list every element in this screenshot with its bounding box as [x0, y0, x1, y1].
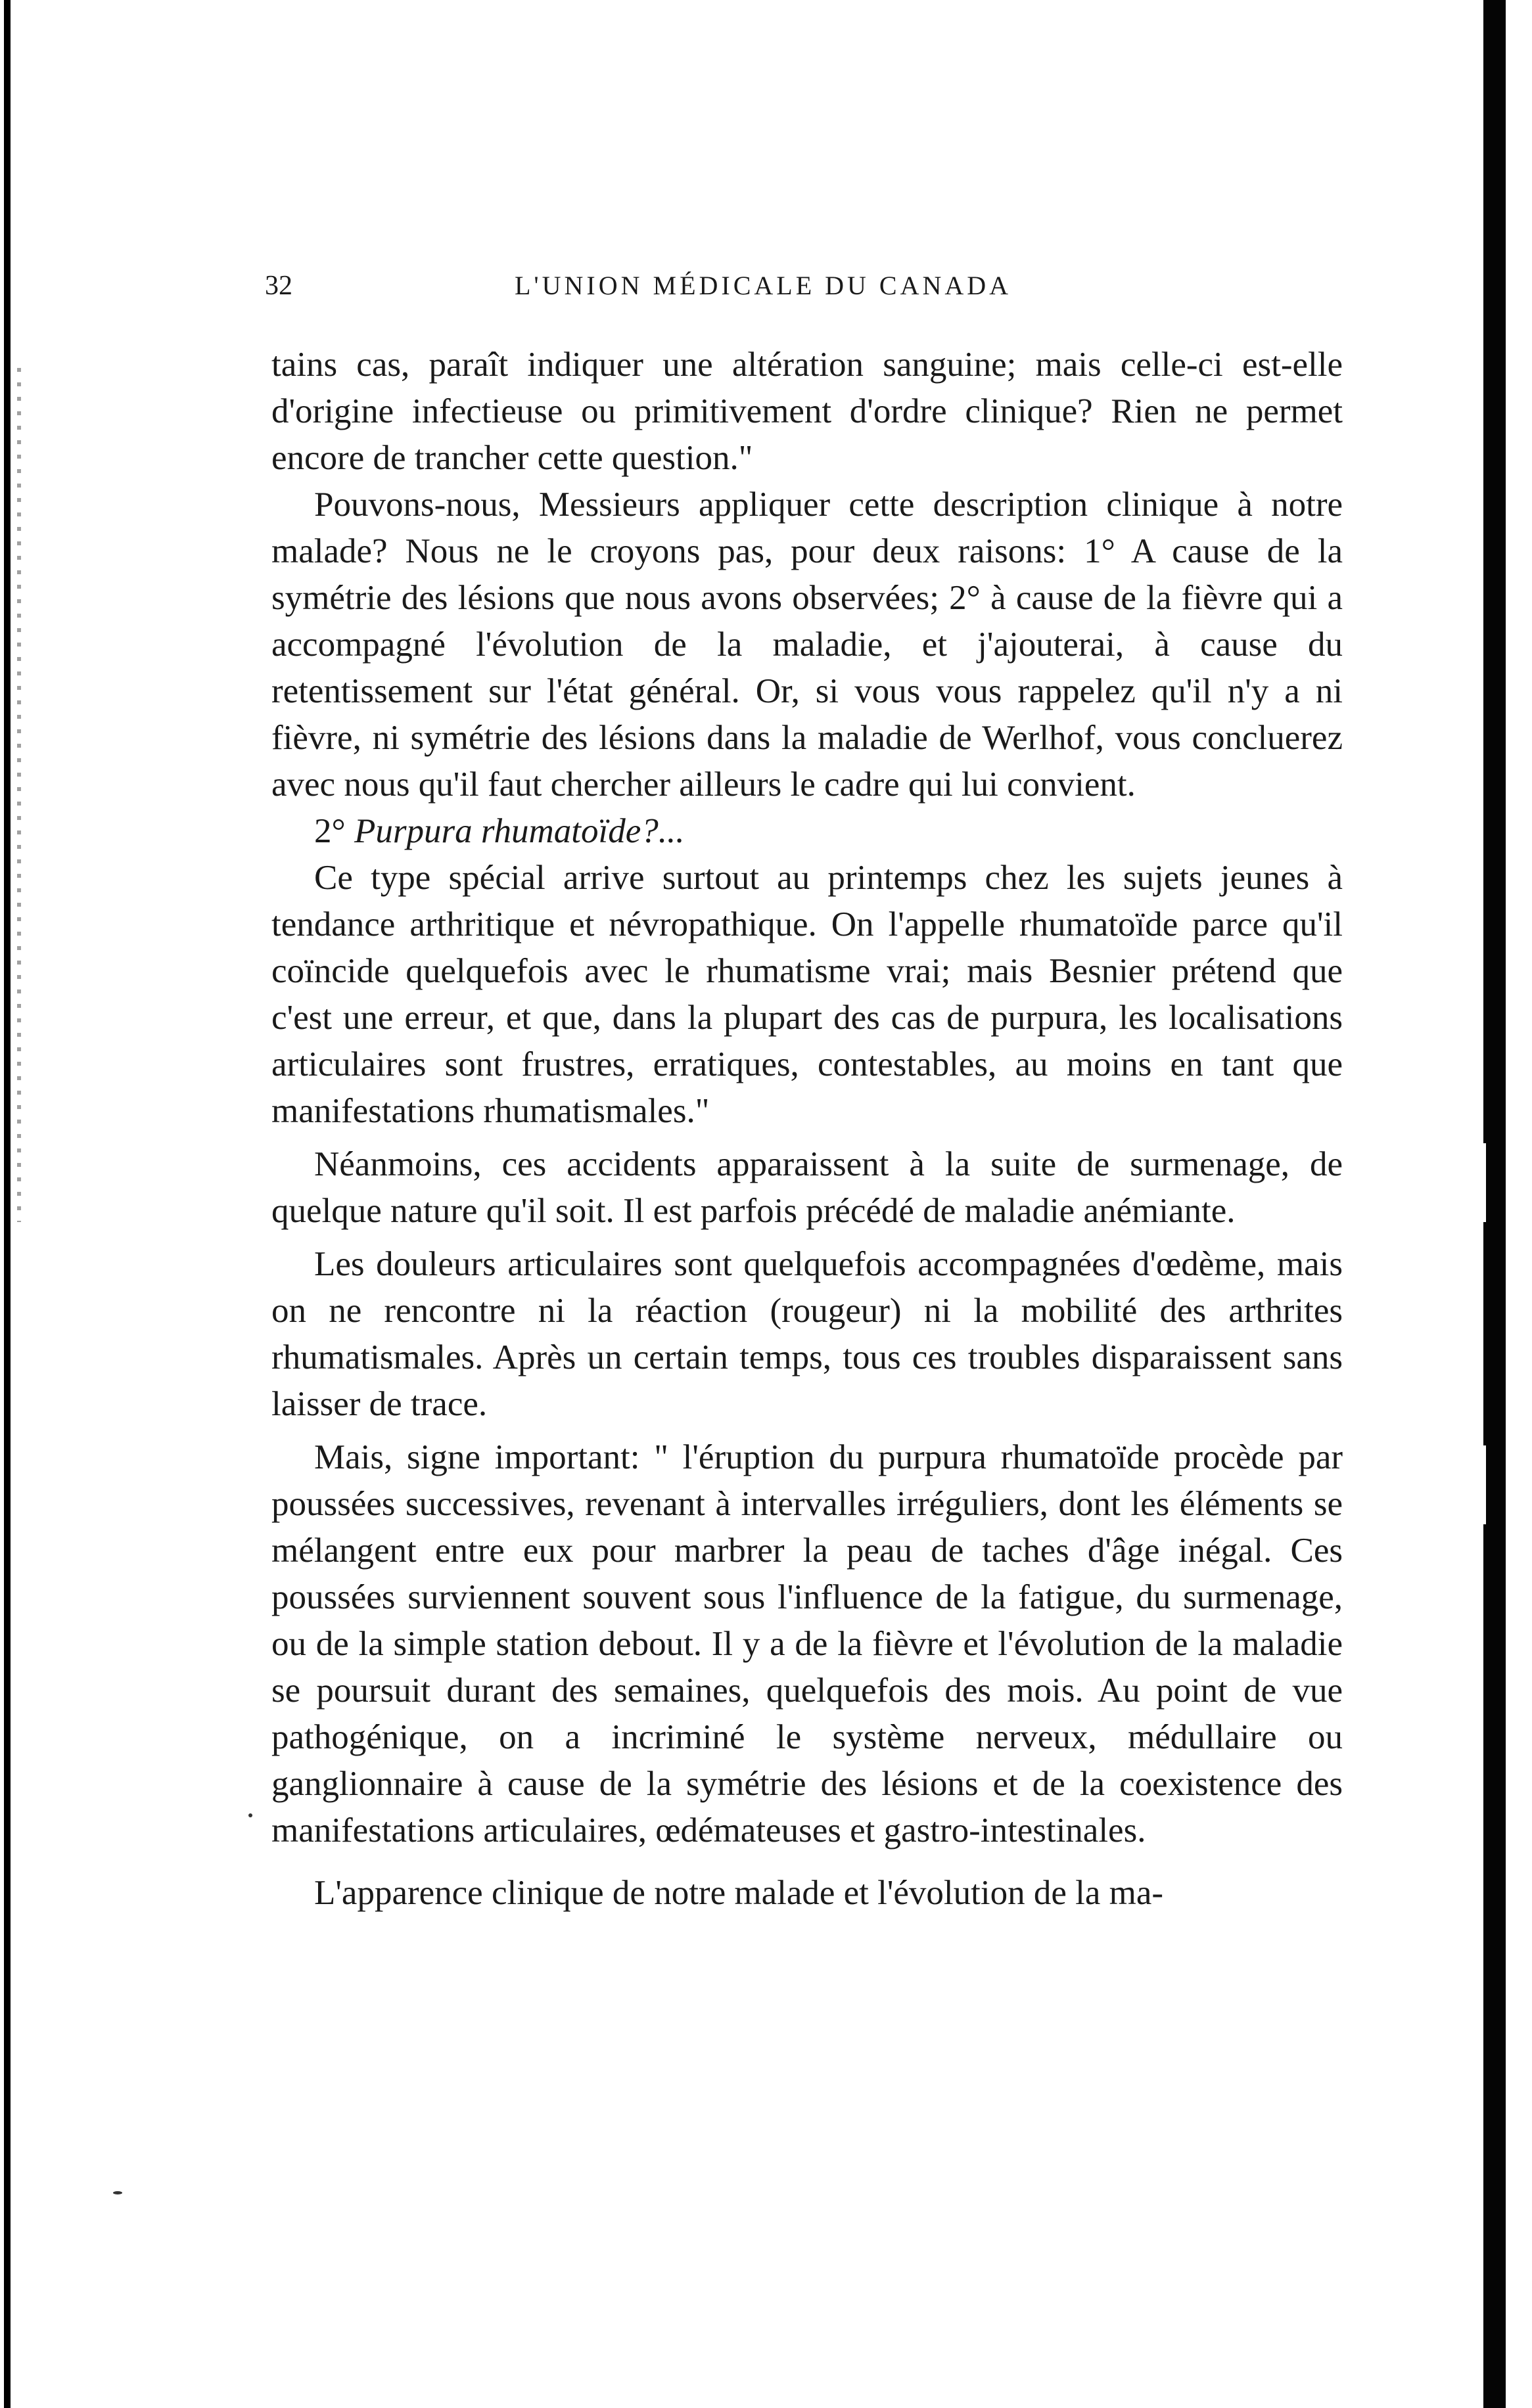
paragraph: Ce type spécial arrive surtout au printemps chez les sujets jeunes à tendance arthritique et névropathique. On l'appelle rhumatoïde parce qu'il coïncide quelquefois avec le rhumatisme vrai; mais Besnier prétend que c'est une erreur, et que, dans la plupart des cas de purpura, les localisations articulaires sont frustres, erratiques, contestables, au moins en tant que manifestations rhumatismales." — [271, 859, 1343, 1130]
scan-edge-right — [1483, 0, 1506, 2408]
scan-speck — [248, 1813, 252, 1817]
scan-edge-fray — [17, 368, 21, 1222]
paragraph: Néanmoins, ces accidents apparaissent à la suite de surmenage, de quelque nature qu'il soit. Il est parfois précédé de maladie anémiante. — [271, 1145, 1343, 1230]
paragraph: tains cas, paraît indiquer une altération sanguine; mais celle-ci est-elle d'origine infectieuse ou primitivement d'ordre clinique? Rien ne permet encore de trancher cette question." — [271, 346, 1343, 477]
scan-edge-notch — [1478, 1143, 1486, 1222]
running-title: L'UNION MÉDICALE DU CANADA — [515, 271, 1012, 300]
paragraph: L'apparence clinique de notre malade et l'évolution de la ma- — [314, 1874, 1164, 1912]
scan-edge-notch — [1478, 1445, 1486, 1524]
page-body — [271, 342, 1343, 1917]
scan-speck — [113, 2191, 122, 2194]
page-header — [265, 266, 1343, 306]
page-number: 32 — [265, 271, 292, 301]
scan-edge-left — [4, 0, 11, 2408]
paragraph: Les douleurs articulaires sont quelquefois accompagnées d'œdème, mais on ne rencontre ni la réaction (rougeur) ni la mobilité des arthrites rhumatismales. Après un certain temps, tous ces troubles disparaissent sans laisser de trace. — [271, 1245, 1343, 1423]
paragraph: Mais, signe important: " l'éruption du purpura rhumatoïde procède par poussées successives, revenant à intervalles irréguliers, dont les éléments se mélangent entre eux pour marbrer la peau de taches d'âge inégal. Ces poussées surviennent souvent sous l'influence de la fatigue, du surmenage, ou de la simple station debout. Il y a de la fièvre et l'évolution de la maladie se poursuit durant des semaines, quelquefois des mois. Au point de vue pathogénique, on a incriminé le système nerveux, médullaire ou ganglionnaire à cause de la symétrie des lésions et de la coexistence des manifestations articulaires, œdémateuses et gastro-intestinales. — [271, 1438, 1343, 1850]
section-number: 2° — [314, 812, 346, 850]
section-heading — [271, 808, 1343, 855]
paragraph: Pouvons-nous, Messieurs appliquer cette description clinique à notre malade? Nous ne le croyons pas, pour deux raisons: 1° A cause de la symétrie des lésions que nous avons observées; 2° à cause de la fièvre qui a accompagné l'évolution de la maladie, et j'ajouterai, à cause du retentissement sur l'état général. Or, si vous vous rappelez qu'il n'y a ni fièvre, ni symétrie des lésions dans la maladie de Werlhof, vous concluerez avec nous qu'il faut chercher ailleurs le cadre qui lui convient. — [271, 486, 1343, 804]
section-title: Purpura rhumatoïde?... — [354, 812, 685, 850]
